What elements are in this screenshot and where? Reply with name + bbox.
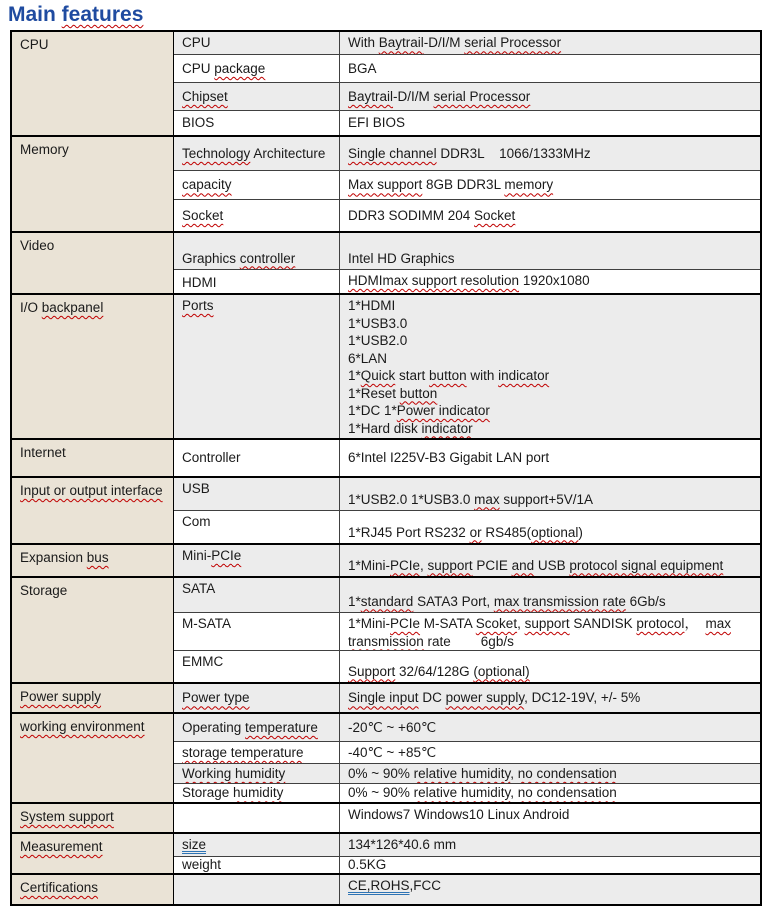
spellcheck-squiggle-text: Socket [182, 207, 224, 223]
text-segment: rate 6gb/s [423, 633, 514, 649]
spellcheck-squiggle-text: HDMImax support resolution [348, 273, 520, 288]
text-segment: 1*USB2.0 [348, 333, 408, 348]
table-row [174, 578, 760, 612]
table-row [174, 510, 760, 543]
spellcheck-squiggle-text: protocol [636, 616, 685, 631]
text-segment: Architecture [250, 145, 326, 161]
spellcheck-squiggle-text: button [399, 385, 438, 401]
value-line [348, 744, 752, 762]
section-rows [174, 834, 760, 873]
section-i-o-backpanel [12, 293, 760, 438]
row-label-cell [174, 714, 340, 741]
section-measurement [12, 832, 760, 873]
spellcheck-squiggle-text: bus [86, 550, 109, 565]
row-value-cell [340, 270, 760, 293]
text-segment: ,FCC [409, 878, 442, 893]
text-segment: 0.5KG [348, 857, 387, 873]
value-line [348, 385, 752, 403]
text-segment: 1*Mini- [348, 557, 391, 573]
row-label-cell [174, 804, 340, 832]
text-segment: , [510, 785, 518, 801]
table-row [174, 612, 760, 650]
row-label-cell [174, 200, 340, 231]
text-segment: 6*Intel I225V-B3 Gigabit LAN port [348, 450, 550, 466]
text-segment: Internet [20, 445, 66, 460]
section-rows [174, 137, 760, 231]
spellcheck-squiggle-text: optional [531, 524, 579, 540]
section-storage [12, 576, 760, 682]
row-label-cell [174, 613, 340, 650]
text-segment: 8GB DDR3L [422, 177, 505, 193]
table-row [174, 269, 760, 293]
table-row [174, 170, 760, 199]
table-row [174, 684, 760, 712]
row-value-cell [340, 545, 760, 576]
row-label-cell [174, 764, 340, 783]
spellcheck-squiggle-text: no condensation [517, 785, 617, 801]
spellcheck-squiggle-text: and [511, 557, 535, 573]
table-row [174, 783, 760, 802]
text-segment: DDR3 SODIMM 204 [348, 207, 475, 223]
spellcheck-squiggle-text: Chipset [182, 88, 228, 104]
text-segment: CPU [182, 60, 215, 76]
text-segment: SATA [182, 581, 216, 596]
text-segment: DC [418, 690, 446, 706]
row-label-cell [174, 511, 340, 543]
text-segment: CPU [20, 37, 49, 52]
text-segment: USB [182, 481, 210, 496]
text-segment: Video [20, 238, 55, 253]
table-row [174, 545, 760, 576]
text-segment: 6Gb/s [625, 593, 666, 609]
section-internet [12, 438, 760, 476]
value-line [348, 784, 752, 802]
row-value-cell [340, 171, 760, 199]
value-line [348, 367, 752, 385]
section-working-environment [12, 712, 760, 802]
section-rows [174, 32, 760, 135]
spellcheck-squiggle-text: max [474, 491, 500, 507]
value-line [348, 689, 752, 707]
section-rows [174, 804, 760, 832]
value-line [348, 877, 752, 895]
value-line [348, 524, 752, 542]
spellcheck-squiggle-text: PCIe [390, 557, 421, 573]
value-line [348, 806, 752, 824]
value-line [348, 60, 752, 78]
text-segment: SANDISK [569, 616, 637, 631]
row-value-cell [340, 714, 760, 741]
text-segment: , [517, 616, 525, 631]
text-segment: 1* [348, 593, 361, 609]
spellcheck-squiggle-text: Technology [182, 145, 251, 161]
text-segment: Controller [182, 450, 241, 466]
row-label-cell [174, 651, 340, 682]
spellcheck-squiggle-text: no condensation [517, 765, 617, 781]
category-cell-measurement [12, 834, 174, 873]
section-expansion-bus [12, 543, 760, 576]
spellcheck-squiggle-text: backpanel [41, 300, 104, 315]
row-label-cell [174, 784, 340, 802]
grammar-underline-text: CE,ROHS [348, 878, 410, 893]
text-segment: 6*LAN [348, 350, 388, 366]
text-segment: Storage [182, 785, 234, 801]
row-label-cell [174, 111, 340, 135]
row-label-cell [174, 478, 340, 510]
table-row [174, 650, 760, 682]
table-row [174, 32, 760, 54]
text-segment: RS485( [481, 524, 532, 540]
row-label-cell [174, 171, 340, 199]
spellcheck-squiggle-text: PCIe [390, 616, 421, 631]
text-segment: -40℃ ~ +85℃ [348, 744, 437, 760]
value-line [348, 765, 752, 783]
text-segment: 0% ~ 90% [348, 785, 414, 801]
spellcheck-squiggle-text: button [429, 368, 467, 383]
spellcheck-squiggle-text: or [469, 524, 482, 540]
section-rows [174, 440, 760, 476]
section-rows [174, 295, 760, 438]
value-line [348, 207, 752, 225]
category-cell-system-support [12, 804, 174, 832]
value-line [348, 315, 752, 333]
text-segment: CPU [182, 35, 211, 51]
spellcheck-squiggle-text: System support [20, 809, 114, 824]
row-value-cell [340, 295, 760, 438]
text-segment: BGA [348, 60, 377, 76]
spellcheck-squiggle-text: power supply [445, 690, 525, 706]
document-page [0, 3, 769, 906]
text-segment: 1*HDMI [348, 298, 396, 313]
text-segment: Windows7 Windows10 Linux Android [348, 807, 570, 822]
value-line [348, 88, 752, 106]
table-row [174, 763, 760, 783]
category-cell-memory [12, 137, 174, 231]
value-line [348, 250, 752, 268]
row-value-cell [340, 200, 760, 231]
spellcheck-squiggle-text: (optional) [473, 663, 530, 679]
row-label-cell [174, 233, 340, 269]
table-row [174, 137, 760, 170]
row-value-cell [340, 651, 760, 682]
spellcheck-squiggle-text: memory [504, 177, 554, 193]
value-line [348, 350, 752, 368]
category-cell-power-supply [12, 684, 174, 712]
text-segment: Storage [20, 583, 68, 598]
value-line [348, 633, 752, 651]
spellcheck-squiggle-text: weight [182, 857, 222, 873]
spellcheck-squiggle-text: relative humidity [413, 785, 511, 801]
spellcheck-squiggle-text: Scoket [475, 616, 518, 631]
row-value-cell [340, 511, 760, 543]
text-segment: start [395, 368, 430, 383]
spellcheck-squiggle-text: support [524, 616, 570, 631]
spellcheck-squiggle-text: Power type [182, 690, 250, 706]
spellcheck-squiggle-text: indicator [498, 368, 550, 383]
section-memory [12, 135, 760, 231]
spellcheck-squiggle-text: Measurement [20, 839, 103, 854]
row-value-cell [340, 32, 760, 54]
table-row [174, 295, 760, 438]
row-value-cell [340, 613, 760, 650]
row-value-cell [340, 478, 760, 510]
table-row [174, 478, 760, 510]
spellcheck-squiggle-text: Working humidity [182, 765, 286, 781]
value-line [348, 719, 752, 737]
text-segment: -D/I/M [423, 35, 465, 51]
category-cell-internet [12, 440, 174, 476]
row-label-cell [174, 83, 340, 110]
row-label-cell [174, 742, 340, 763]
category-cell-i-o-backpanel [12, 295, 174, 438]
section-rows [174, 684, 760, 712]
text-segment: PCIE [472, 557, 512, 573]
spellcheck-squiggle-text: Support [348, 663, 396, 679]
spellcheck-squiggle-text: indicator [421, 420, 473, 436]
row-label-cell [174, 32, 340, 54]
text-segment: Com [182, 514, 211, 529]
section-rows [174, 478, 760, 543]
category-cell-storage [12, 578, 174, 682]
spellcheck-squiggle-text: Max support [348, 177, 423, 193]
row-value-cell [340, 233, 760, 269]
row-value-cell [340, 55, 760, 82]
text-segment: 1*USB2.0 1*USB3.0 [348, 491, 475, 507]
row-value-cell [340, 111, 760, 135]
spellcheck-squiggle-text: Single channel [348, 145, 437, 161]
value-line [348, 297, 752, 315]
spellcheck-squiggle-text: serial Processor [464, 35, 562, 51]
spellcheck-squiggle-text: capacity [182, 177, 232, 193]
row-label-cell [174, 55, 340, 82]
spellcheck-squiggle-text: relative humidity [413, 765, 511, 781]
text-segment: M-SATA [182, 616, 231, 631]
spellcheck-squiggle-text: Power indicator [396, 403, 490, 418]
spellcheck-squiggle-text: features [61, 3, 144, 26]
row-value-cell [340, 83, 760, 110]
spellcheck-squiggle-text: Baytrail [348, 88, 394, 104]
text-segment: Intel HD Graphics [348, 250, 455, 266]
row-label-cell [174, 137, 340, 170]
table-row [174, 233, 760, 269]
text-segment: EMMC [182, 654, 224, 669]
text-segment: 1* [348, 368, 361, 383]
spellcheck-squiggle-text: temperature [245, 719, 318, 735]
text-segment: , [510, 765, 518, 781]
text-segment: M-SATA [420, 616, 476, 631]
row-value-cell [340, 834, 760, 856]
row-label-cell [174, 875, 340, 904]
section-input-or-output-interface [12, 476, 760, 543]
section-video [12, 231, 760, 293]
spellcheck-squiggle-text: humidity [233, 785, 284, 801]
row-value-cell [340, 764, 760, 783]
text-segment: 1*USB3.0 [348, 315, 408, 331]
section-power-supply [12, 682, 760, 712]
row-value-cell [340, 684, 760, 712]
row-value-cell [340, 578, 760, 612]
value-line [348, 857, 752, 873]
text-segment: 1*RJ45 Port RS232 [348, 524, 470, 540]
spellcheck-squiggle-text: Socket [474, 207, 516, 223]
text-segment: ) [578, 524, 583, 540]
text-segment: HDMI [182, 274, 217, 290]
spellcheck-squiggle-text: Ports [182, 298, 214, 313]
spellcheck-squiggle-text: Baytrail [378, 35, 424, 51]
page-title [8, 3, 769, 27]
table-row [174, 82, 760, 110]
row-label-cell [174, 545, 340, 576]
row-label-cell [174, 834, 340, 856]
spellcheck-squiggle-text: max transmission rate [493, 593, 626, 609]
text-segment: -D/I/M [393, 88, 434, 104]
text-segment: With [348, 35, 379, 51]
spellcheck-squiggle-text: Power supply [20, 689, 102, 704]
section-cpu [12, 32, 760, 135]
category-cell-cpu [12, 32, 174, 135]
spellcheck-squiggle-text: Single input [348, 690, 419, 706]
text-segment: EFI BIOS [348, 115, 406, 131]
row-label-cell [174, 857, 340, 873]
section-certifications [12, 873, 760, 904]
text-segment: SATA3 Port, [413, 593, 494, 609]
text-segment: -20℃ ~ +60℃ [348, 719, 437, 735]
spellcheck-squiggle-text: transmission [348, 633, 424, 649]
row-value-cell [340, 857, 760, 873]
text-segment: , DC12-19V, +/- 5% [524, 690, 641, 706]
row-value-cell [340, 440, 760, 476]
value-line [348, 663, 752, 681]
table-row [174, 440, 760, 476]
text-segment: support+5V/1A [499, 491, 594, 507]
table-row [174, 804, 760, 832]
value-line [348, 491, 752, 509]
value-line [348, 176, 752, 194]
text-segment: , [420, 557, 428, 573]
category-cell-input-or-output-interface [12, 478, 174, 543]
table-row [174, 54, 760, 82]
row-value-cell [340, 137, 760, 170]
row-value-cell [340, 875, 760, 904]
spec-table [10, 30, 762, 906]
value-line [348, 332, 752, 350]
text-segment: 32/64/128G [395, 663, 474, 679]
category-cell-expansion-bus [12, 545, 174, 576]
text-segment: Memory [20, 142, 69, 157]
text-segment: 1*Hard disk [348, 420, 422, 436]
category-cell-working-environment [12, 714, 174, 802]
text-segment: Operating [182, 719, 246, 735]
category-cell-video [12, 233, 174, 293]
row-label-cell [174, 440, 340, 476]
spellcheck-squiggle-text: support [427, 557, 473, 573]
spellcheck-squiggle-text: Input or output interface [20, 483, 163, 498]
text-segment: USB [534, 557, 570, 573]
text-segment: with [466, 368, 499, 383]
section-rows [174, 545, 760, 576]
spellcheck-squiggle-text: PCIe [211, 548, 242, 563]
table-row [174, 875, 760, 904]
spellcheck-squiggle-text: Quick [360, 368, 396, 383]
value-line [348, 145, 752, 163]
row-label-cell [174, 270, 340, 293]
spellcheck-squiggle-text: protocol signal equipment [569, 557, 724, 573]
section-rows [174, 714, 760, 802]
table-row [174, 856, 760, 873]
table-row [174, 199, 760, 231]
text-segment: 1*Mini- [348, 616, 391, 631]
spellcheck-squiggle-text: serial Processor [433, 88, 531, 104]
section-rows [174, 875, 760, 904]
text-segment: ， [684, 616, 706, 631]
category-cell-certifications [12, 875, 174, 904]
spellcheck-squiggle-text: package [214, 60, 266, 76]
text-segment: DDR3L 1066/1333MHz [436, 145, 591, 161]
value-line [348, 420, 752, 438]
text-segment: Main [8, 3, 62, 26]
text-segment: Graphics [182, 250, 240, 266]
section-rows [174, 578, 760, 682]
text-segment: 134*126*40.6 mm [348, 837, 457, 853]
spellcheck-squiggle-text: Certifications [20, 880, 99, 895]
table-row [174, 110, 760, 135]
value-line [348, 34, 752, 52]
text-segment: BIOS [182, 115, 215, 131]
value-line [348, 615, 752, 633]
value-line [348, 402, 752, 420]
value-line [348, 593, 752, 611]
spellcheck-squiggle-text: controller [239, 250, 296, 266]
row-label-cell [174, 578, 340, 612]
text-segment: I/O [20, 300, 42, 315]
row-value-cell [340, 784, 760, 802]
row-label-cell [174, 684, 340, 712]
value-line [348, 449, 752, 467]
spellcheck-squiggle-text: working environment [20, 719, 145, 734]
value-line [348, 114, 752, 132]
spellcheck-squiggle-text: max [705, 616, 731, 631]
text-segment: 1920x1080 [519, 273, 590, 288]
section-rows [174, 233, 760, 293]
table-row [174, 714, 760, 741]
spellcheck-squiggle-text: storage temperature [182, 744, 304, 760]
row-value-cell [340, 742, 760, 763]
table-row [174, 741, 760, 763]
row-value-cell [340, 804, 760, 832]
value-line [348, 836, 752, 854]
value-line [348, 557, 752, 575]
spellcheck-squiggle-text: standard [360, 593, 414, 609]
text-segment: Expansion [20, 550, 87, 565]
value-line [348, 272, 752, 290]
text-segment: 0% ~ 90% [348, 765, 414, 781]
section-system-support [12, 802, 760, 832]
table-row [174, 834, 760, 856]
grammar-underline-text: size [182, 837, 207, 853]
text-segment: 1*DC 1* [348, 403, 397, 418]
row-label-cell [174, 295, 340, 438]
text-segment: 1*Reset [348, 385, 400, 401]
text-segment: Mini- [182, 548, 212, 563]
